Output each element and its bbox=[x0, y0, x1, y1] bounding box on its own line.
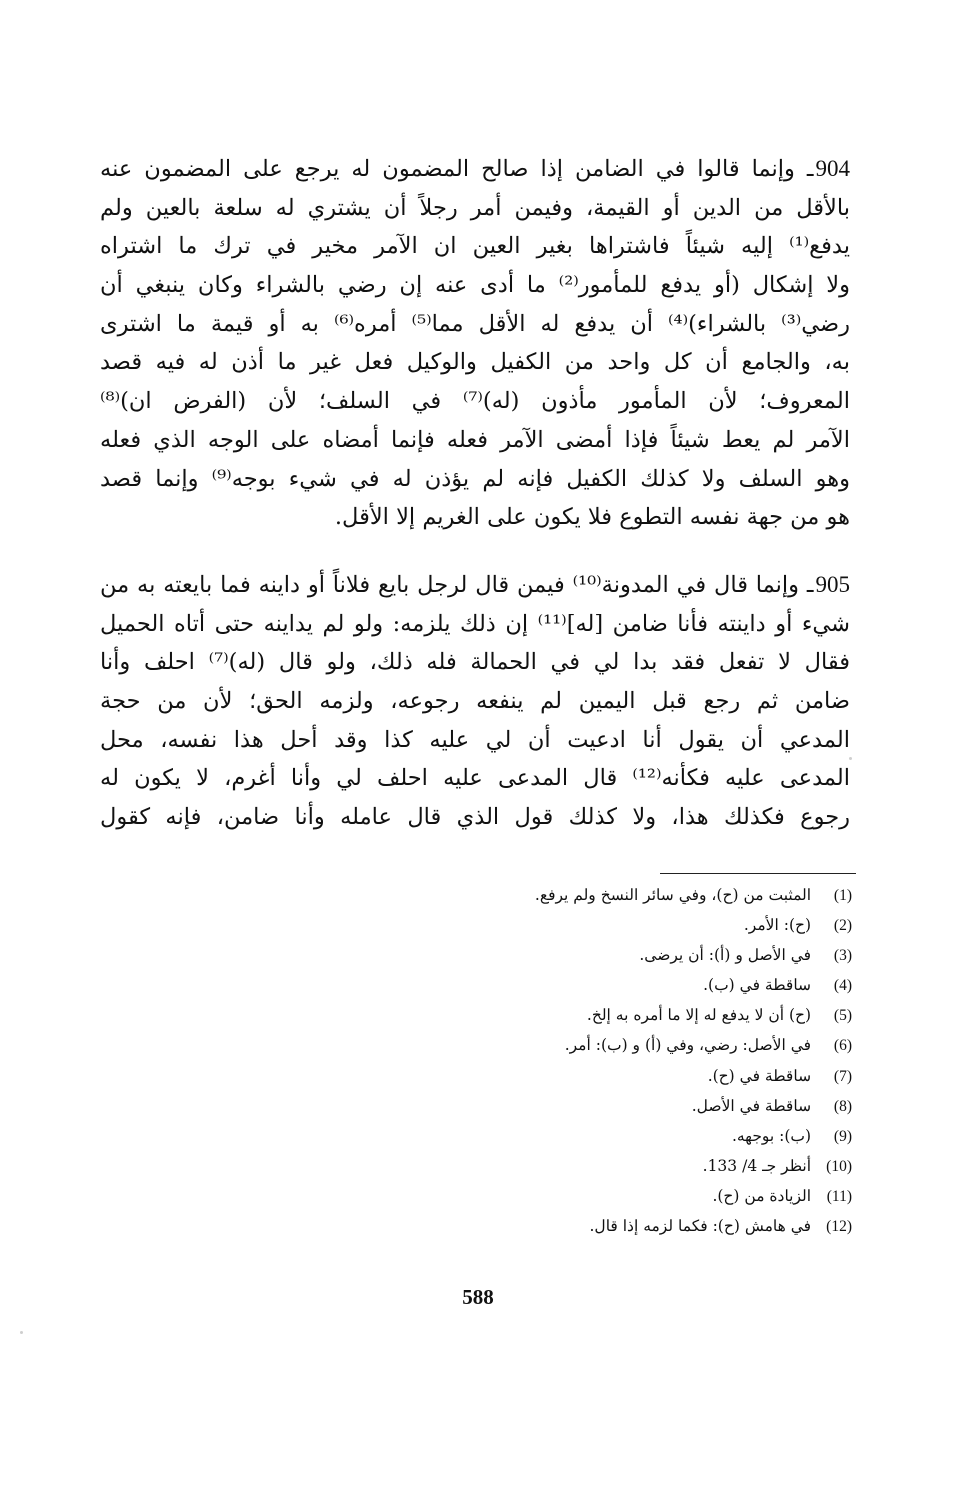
footnote bbox=[332, 1030, 852, 1060]
text-line: شيء أو داينته فأنا ضامن [له]⁽¹¹⁾ إن ذلك يلزمه: ولو لم يداينه حتى أتاه الحميل bbox=[100, 610, 850, 637]
footnote-number: (10) bbox=[826, 1157, 852, 1175]
footnote-text: (ح): الأمر. bbox=[743, 916, 812, 935]
footnotes bbox=[332, 880, 852, 1241]
footnote-text: في هامش (ح): فكما لزمه إذا قال. bbox=[589, 1217, 812, 1236]
footnote bbox=[332, 1061, 852, 1091]
text-line: رضي⁽³⁾ بالشراء)⁽⁴⁾ أن يدفع له الأقل مما⁽⁵⁾ أمره⁽⁶⁾ به أو قيمة ما اشترى bbox=[100, 310, 850, 337]
footnote bbox=[332, 1211, 852, 1241]
text-line: الآمر لم يعط شيئاً فإذا أمضى الآمر فعله فإنما أمضاه على الوجه الذي فعله bbox=[100, 426, 850, 453]
footnote-number: (1) bbox=[833, 887, 852, 904]
scan-speck bbox=[20, 1331, 23, 1334]
footnote-text: أنظر جـ 4/ 133. bbox=[702, 1156, 812, 1175]
paragraph-number: 904 bbox=[815, 156, 850, 181]
footnote-number: (7) bbox=[833, 1067, 852, 1085]
footnote-number: (2) bbox=[833, 917, 852, 935]
footnote bbox=[332, 1151, 852, 1181]
footnote bbox=[332, 910, 852, 940]
footnote-text: ساقطة في الأصل. bbox=[691, 1096, 812, 1115]
paragraph-905 bbox=[100, 566, 850, 837]
footnote-text: الزيادة من (ح). bbox=[712, 1186, 812, 1205]
footnote-separator bbox=[660, 873, 856, 874]
footnote bbox=[332, 1181, 852, 1211]
text-line: المدعى عليه فكأنه⁽¹²⁾ قال المدعى عليه احلف لي وأنا أغرم، لا يكون له bbox=[100, 765, 850, 792]
text-line: ولا إشكال (أو يدفع للمأمور⁽²⁾ ما أدى عنه إن رضي بالشراء وكان ينبغي أن bbox=[100, 272, 850, 299]
text-line: به، والجامع أن كل واحد من الكفيل والوكيل فعل غير ما أذن له فيه قصد bbox=[100, 349, 850, 376]
footnote bbox=[332, 1000, 852, 1030]
text-line: رجوع فكذلك هذا، ولا كذلك قول الذي قال عامله وأنا ضامن، فإنه كقول bbox=[100, 804, 850, 831]
footnote-text: ساقطة في (ب). bbox=[703, 976, 812, 995]
scan-speck bbox=[849, 757, 852, 760]
text-line: المدعي أن يقول أنا ادعيت أن لي عليه كذا وقد أحل هذا نفسه، محل bbox=[100, 726, 850, 753]
footnote-number: (3) bbox=[833, 947, 852, 965]
text-line: فقال لا تفعل فقد بدا لي في الحمالة فله ذلك، ولو قال (له)⁽⁷⁾ احلف وأنا bbox=[100, 649, 850, 676]
footnote-text: في الأصل و (أ): أن يرضى. bbox=[639, 946, 812, 965]
text-line: وهو السلف ولا كذلك الكفيل فإنه لم يؤذن له في شيء بوجه⁽⁹⁾ وإنما قصد bbox=[100, 465, 850, 492]
footnote-text: المثبت من (ح)، وفي سائر النسخ ولم يرفع. bbox=[534, 886, 812, 904]
footnote-number: (11) bbox=[826, 1187, 852, 1205]
footnote bbox=[332, 1121, 852, 1151]
footnote bbox=[332, 880, 852, 910]
text-line: ضامن ثم رجع قبل اليمين لم ينفعه رجوعه، ولزمه الحق؛ لأن من حجة bbox=[100, 688, 850, 715]
footnote-text: ساقطة في (ح). bbox=[707, 1066, 812, 1085]
footnote-number: (12) bbox=[826, 1218, 852, 1236]
footnote bbox=[332, 940, 852, 970]
text-line: بالأقل من الدين أو القيمة، وفيمن أمر رجلاً أن يشتري له سلعة بالعين ولم bbox=[100, 194, 850, 221]
line-text: ـ وإنما قال في المدونة⁽¹⁰⁾ فيمن قال لرجل بايع فلاناً أو داينه فما بايعته به من bbox=[100, 572, 814, 598]
footnote-number: (8) bbox=[833, 1097, 852, 1115]
footnote-number: (9) bbox=[833, 1127, 852, 1145]
text-line: يدفع⁽¹⁾ إليه شيئاً فاشتراها بغير العين ان الآمر مخير في ترك ما اشتراه bbox=[100, 233, 850, 260]
text-line: هو من جهة نفسه التطوع فلا يكون على الغريم إلا الأقل. bbox=[334, 504, 850, 531]
paragraph-number: 905 bbox=[815, 572, 850, 597]
text-line: المعروف؛ لأن المأمور مأذون (له)⁽⁷⁾ في السلف؛ لأن (الفرض ان)⁽⁸⁾ bbox=[100, 388, 850, 415]
footnote bbox=[332, 970, 852, 1000]
text-line bbox=[100, 566, 850, 605]
footnote-number: (5) bbox=[833, 1007, 852, 1025]
footnote-text: في الأصل: رضي، وفي (أ) و (ب): أمر. bbox=[564, 1036, 812, 1055]
footnote-text: (ب): بوجهه. bbox=[731, 1126, 812, 1145]
footnote-number: (6) bbox=[833, 1037, 852, 1055]
line-text: ـ وإنما قالوا في الضامن إذا صالح المضمون له يرجع على المضمون عنه bbox=[100, 156, 814, 182]
paragraph-904 bbox=[100, 150, 850, 537]
text-line bbox=[100, 150, 850, 189]
footnote bbox=[332, 1091, 852, 1121]
footnote-text: (ح) أن لا يدفع له إلا ما أمره به إلخ. bbox=[586, 1006, 812, 1025]
page-number: 588 bbox=[462, 1285, 494, 1309]
footnote-number: (4) bbox=[833, 977, 852, 995]
